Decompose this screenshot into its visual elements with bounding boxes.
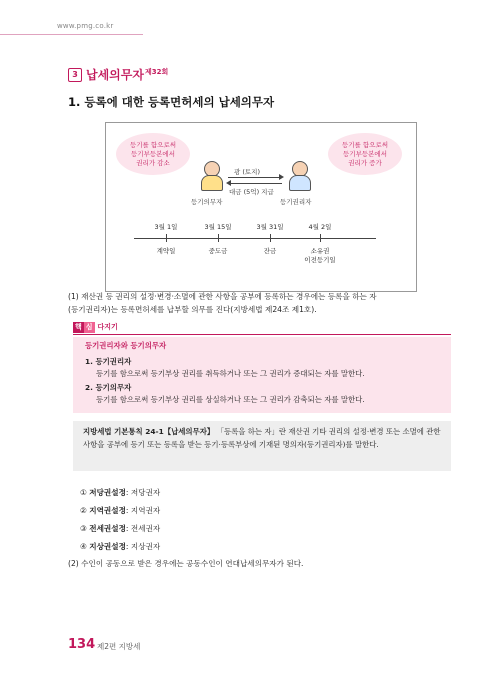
timeline-event: [196, 247, 240, 256]
header-divider: [0, 34, 143, 35]
core-item-2-title: 2. 등기의무자: [85, 383, 132, 392]
bubble-right-line: 등기를 함으로써: [341, 140, 389, 149]
bubble-right-line: 권리가 증가: [348, 158, 382, 167]
bubble-left-line: 등기를 함으로써: [129, 140, 177, 149]
list-value: : 저당권자: [125, 488, 161, 497]
timeline-tick: [320, 234, 321, 242]
arrow-top-label: 광 (토지): [234, 168, 260, 176]
list-term: 지역권설정: [89, 506, 126, 515]
rule-text: [83, 426, 443, 451]
obligee-person-icon: [286, 161, 312, 191]
timeline-axis: [134, 238, 376, 239]
list-num: ①: [80, 488, 87, 497]
core-badge-divider: [73, 334, 451, 335]
timeline-tick: [166, 234, 167, 242]
timeline-event-line: 중도금: [208, 247, 228, 255]
timeline-event-line: 잔금: [263, 247, 277, 255]
site-url: www.pmg.co.kr: [57, 22, 114, 30]
paragraph-1-line-1: (1) 재산권 등 권리의 설정·변경·소멸에 관한 사항을 공부에 등록하는 경우에는 등록을 하는 자: [68, 292, 377, 301]
list-term: 전세권설정: [89, 524, 126, 533]
rule-body: 「등록을 하는 자」란 재산권 기타 권리의 설정·변경 또는 소멸에 관한 사항을 공부에 등기 또는 등록을 받는 등기·등록부상에 기재된 명의자(등기권리자)를 말한다.: [83, 427, 441, 449]
footer-chapter: 제2편 지방세: [97, 642, 141, 651]
paragraph-2: (2) 수인이 공동으로 받은 경우에는 공동수인이 연대납세의무자가 된다.: [68, 559, 304, 568]
list-item: [80, 523, 160, 534]
obligor-label: 등기의무자: [191, 198, 223, 206]
bubble-left: [116, 133, 190, 175]
list-item: [80, 487, 160, 498]
arrow-bottom-label: 대금 (5억) 지급: [229, 188, 274, 196]
bubble-left-line: 권리가 감소: [136, 158, 170, 167]
rule-lead: 지방세법 기본통칙 24-1【납세의무자】: [83, 427, 215, 436]
list-num: ③: [80, 524, 87, 533]
list-value: : 전세권자: [125, 524, 161, 533]
transaction-diagram: [105, 122, 417, 292]
timeline-event: [248, 247, 292, 256]
section-number-badge: 3: [68, 68, 82, 82]
timeline-event: [144, 247, 188, 256]
timeline-tick: [270, 234, 271, 242]
timeline-date: 3월 15일: [204, 223, 232, 231]
core-badge-part3: 다지기: [97, 323, 118, 331]
timeline-event-line: 소유권: [310, 247, 330, 255]
list-term: 지상권설정: [89, 542, 126, 551]
section-exam-ref: 제32회: [144, 68, 169, 76]
arrow-left-line: [230, 183, 282, 184]
obligee-label: 등기권리자: [280, 198, 312, 206]
arrow-right-line: [228, 177, 280, 178]
list-value: : 지상권자: [125, 542, 161, 551]
core-item-2-desc: 등기를 함으로써 등기부상 권리를 상실하거나 또는 그 권리가 감축되는 자를 말한다.: [96, 395, 365, 404]
core-heading: 등기권리자와 등기의무자: [85, 341, 167, 350]
bubble-left-line: 등기부등본에서: [131, 149, 175, 158]
core-badge-part1: 핵: [75, 323, 82, 331]
subsection-title: 1. 등록에 대한 등록면허세의 납세의무자: [68, 95, 275, 109]
list-num: ④: [80, 542, 87, 551]
list-item: [80, 541, 160, 552]
core-badge-part2: 심: [85, 323, 93, 331]
bubble-right-line: 등기부등본에서: [343, 149, 387, 158]
core-item-1-title: 1. 등기권리자: [85, 357, 132, 366]
obligor-person-icon: [198, 161, 224, 191]
paragraph-1-line-2: (등기권리자)는 등록면허세를 납부할 의무를 진다(지방세법 제24조 제1호).: [68, 305, 317, 314]
timeline-date: 4월 2일: [308, 223, 332, 231]
section-title: [86, 66, 168, 83]
timeline-event-line: 이전등기일: [304, 256, 336, 264]
timeline-tick: [218, 234, 219, 242]
timeline-date: 3월 1일: [154, 223, 178, 231]
timeline-date: 3월 31일: [256, 223, 284, 231]
list-item: [80, 505, 160, 516]
page-number: 134: [68, 637, 96, 652]
bubble-right: [328, 133, 402, 175]
list-num: ②: [80, 506, 87, 515]
arrow-left-icon: [226, 180, 231, 186]
core-item-1-desc: 등기를 함으로써 등기부상 권리를 취득하거나 또는 그 권리가 증대되는 자를 말한다.: [96, 369, 365, 378]
list-value: : 지역권자: [125, 506, 161, 515]
timeline-event-line: 계약일: [156, 247, 176, 255]
list-term: 저당권설정: [89, 488, 126, 497]
core-badge: [73, 322, 121, 333]
section-title-text: 납세의무자: [86, 68, 144, 82]
timeline-event: [298, 247, 342, 265]
arrow-right-icon: [279, 174, 284, 180]
